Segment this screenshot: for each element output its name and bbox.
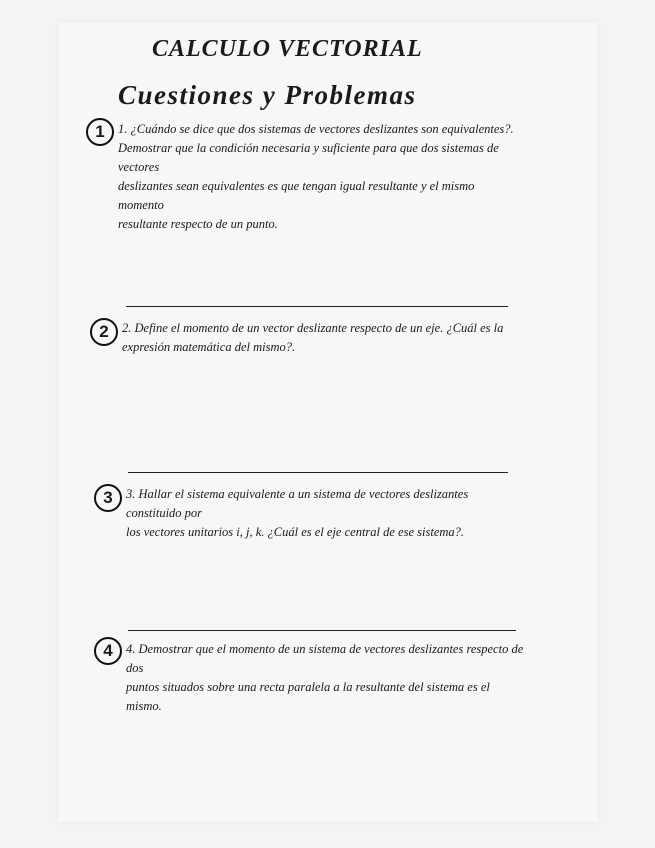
question-1-line-1: 1. ¿Cuándo se dice que dos sistemas de vectores deslizantes son equivalentes?.	[118, 122, 514, 136]
question-1-line-3: deslizantes sean equivalentes es que tengan igual resultante y el mismo momento	[118, 179, 475, 212]
question-1-text	[118, 120, 518, 234]
question-4-line-1: 4. Demostrar que el momento de un sistema de vectores deslizantes respecto de dos	[126, 642, 524, 675]
question-4-badge: 4	[94, 637, 122, 665]
question-1-badge: 1	[86, 118, 114, 146]
question-3-line-1: 3. Hallar el sistema equivalente a un sistema de vectores deslizantes constituido por	[126, 487, 469, 520]
divider-3	[128, 630, 516, 631]
divider-2	[128, 472, 508, 473]
question-4-line-2: puntos situados sobre una recta paralela a la resultante del sistema es el mismo.	[126, 680, 490, 713]
page-title: CALCULO VECTORIAL	[152, 36, 423, 62]
question-2-line-2: expresión matemática del mismo?.	[122, 340, 296, 354]
question-3-badge: 3	[94, 484, 122, 512]
page-subtitle: Cuestiones y Problemas	[118, 80, 417, 110]
question-2-badge: 2	[90, 318, 118, 346]
question-3-line-2: los vectores unitarios i, j, k. ¿Cuál es el eje central de ese sistema?.	[126, 525, 465, 539]
question-2-text	[122, 319, 522, 357]
question-2-line-1: 2. Define el momento de un vector deslizante respecto de un eje. ¿Cuál es la	[122, 321, 504, 335]
question-1-line-2: Demostrar que la condición necesaria y suficiente para que dos sistemas de vectores	[118, 141, 499, 174]
question-3-text	[126, 485, 526, 542]
divider-1	[126, 306, 508, 307]
question-4-text	[126, 640, 526, 716]
question-1-line-4: resultante respecto de un punto.	[118, 217, 278, 231]
